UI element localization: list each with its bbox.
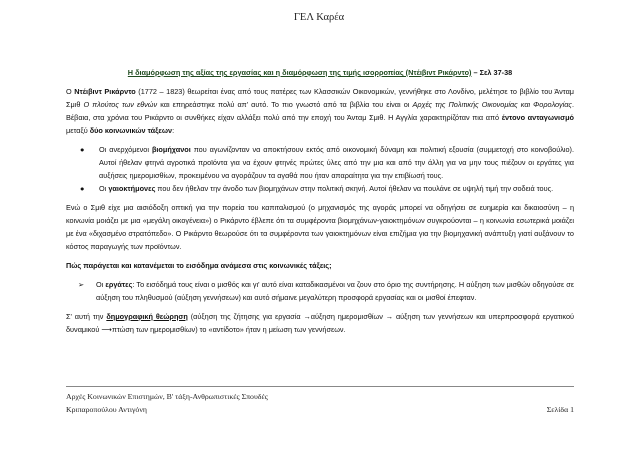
arrow-bullet-icon: ➢: [78, 280, 85, 289]
long-right-arrow-icon: ⟶: [101, 325, 112, 334]
bullet-icon: ●: [80, 145, 85, 154]
text-run: Σ' αυτή την: [66, 312, 107, 321]
title-reference: Σελ 37-38: [479, 68, 513, 77]
text-run: Οι: [96, 280, 106, 289]
footer-course: Αρχές Κοινωνικών Επιστημών, Β' τάξη-Ανθρωπιστικές Σπουδές: [66, 392, 268, 401]
bullet-icon: ●: [80, 184, 85, 193]
text-run: Ο: [66, 87, 75, 96]
emphasis-workers: εργάτες: [105, 280, 133, 289]
text-run: και επηρεάστηκε πολύ απ' αυτό. Το πιο γνωστό από τα βιβλία του είναι οι: [157, 100, 413, 109]
list-item: [66, 143, 574, 182]
document-title: [66, 66, 574, 79]
book-title-principles: Αρχές της Πολιτικής Οικονομίας και Φορολογίας: [412, 100, 572, 109]
emphasis-two-classes: δύο κοινωνικών τάξεων: [89, 126, 173, 135]
text-run: Οι ανερχόμενοι: [99, 145, 152, 154]
document-body: [66, 66, 574, 342]
text-run: αύξηση των γεννήσεων και υπερπροσφορά εργατικού δυναμικού: [66, 312, 575, 334]
text-run: που δεν ήθελαν την άνοδο των βιομηχάνων στην πολιτική σκηνή. Αυτοί ήθελαν να πουλάνε σε υψηλή τιμή την σοδειά τους.: [155, 184, 554, 193]
emphasis-demographic-view: δημογραφική θεώρηση: [106, 312, 188, 321]
demographic-paragraph: [66, 310, 574, 336]
text-run: (1772 – 1823) θεωρείται ένας από τους πατέρες των Κλασσικών Οικονομικών, γεννήθηκε στο Λονδίνο, μελέτησε το βιβλίο του Άνταμ Σμιθ: [66, 87, 574, 109]
footer-divider: [66, 386, 574, 387]
right-arrow-icon: →: [385, 312, 394, 321]
emphasis-landowners: γαιοκτήμονες: [108, 184, 156, 193]
text-run: Οι: [99, 184, 109, 193]
classes-bullet-list: [66, 143, 574, 195]
list-item: [66, 278, 574, 304]
text-run: . Βέβαια, στα χρόνια του Ρικάρντο οι συνθήκες είχαν αλλάξει πολύ από την εποχή του Άνταμ Σμιθ. Η Αγγλία χαρακτηρίζόταν πια από: [66, 100, 574, 122]
list-item: [66, 182, 574, 195]
title-separator: –: [471, 68, 480, 77]
ricardo-name: Ντέιβιντ Ρικάρντο: [74, 87, 136, 96]
right-arrow-icon: →: [303, 312, 311, 321]
emphasis-industrialists: βιομήχανοι: [151, 145, 191, 154]
text-run: που αγωνίζονταν να αποκτήσουν εκτός από οικονομική δύναμη και πολιτική εξουσία (συμμετοχή στο κοινοβούλιο). Αυτοί ήθελαν φτηνά αγροτικά προϊόντα για να έχουν φτηνές πρώτες ύλες από την μια και από την άλλη για να μην τους πιέζουν οι εργάτες για αυξήσεις ημερομισθίων, προκειμένου να αγοράζουν τα αγαθά που ήταν απαραίτητα για την επιβίωσή τους.: [99, 145, 574, 180]
emphasis-competition: έντονο ανταγωνισμό: [501, 113, 574, 122]
arrow-list: [66, 278, 574, 304]
page-header: ΓΕΛ Καρέα: [293, 12, 345, 23]
book-title-wealth: Ο πλούτος των εθνών: [83, 100, 158, 109]
text-run: (αύξηση της ζήτησης για εργασία: [187, 312, 304, 321]
page-footer: [66, 390, 574, 416]
comparison-paragraph: Ενώ ο Σμιθ είχε μια αισιόδοξη οπτική για την πορεία του καπιταλισμού (ο μηχανισμός της αγοράς μπορεί να οδηγήσει σε ευημερία και δικαιοσύνη – η κοινωνία μοιάζει με μια «μεγάλη οικογένεια») ο Ρικάρντο έβλεπε ότι τα συμφέροντα βιομηχάνων-γαιοκτημόνων συγκρούονται – η κοινωνία εσωτερικά μοιάζει με ένα «διχασμένο στρατόπεδο». Ο Ρικάρντο θεωρούσε ότι τα συμφέροντα των γαιοκτημόνων είναι επιζήμια για την βιομηχανική ανάπτυξη γιατί αυξάνουν το κόστος παραγωγής των προϊόντων.: [66, 203, 574, 251]
text-run: :: [172, 126, 175, 135]
text-run: μεταξύ: [66, 126, 90, 135]
section-heading: Πώς παράγεται και κατανέμεται το εισόδημα ανάμεσα στις κοινωνικές τάξεις;: [66, 261, 332, 270]
text-run: αύξηση ημερομισθίων: [310, 312, 386, 321]
text-run: πτώση των ημερομισθίων) το «αντίδοτο» ήταν η μείωση των γεννήσεων.: [111, 325, 346, 334]
title-main: Η διαμόρφωση της αξίας της εργασίας και η διαμόρφωση της τιμής ισορροπίας (Ντέιβιντ Ρικάρντο): [127, 68, 472, 77]
page-number: Σελίδα 1: [546, 405, 574, 414]
footer-author: Κριπαροπούλου Αντιγόνη: [66, 405, 147, 414]
text-run: : Το εισόδημά τους είναι ο μισθός και γι' αυτό είναι καταδικασμένοι να ζουν στο όριο της συντήρησης. Η αύξηση των μισθών οδηγούσε σε αύξηση του πληθυσμού (αύξηση γεννήσεων) και αυτό σήμαινε μεγαλύτερη προσφορά εργασίας και οι μισθοί έπεφταν.: [96, 280, 574, 302]
intro-paragraph: [66, 85, 574, 137]
